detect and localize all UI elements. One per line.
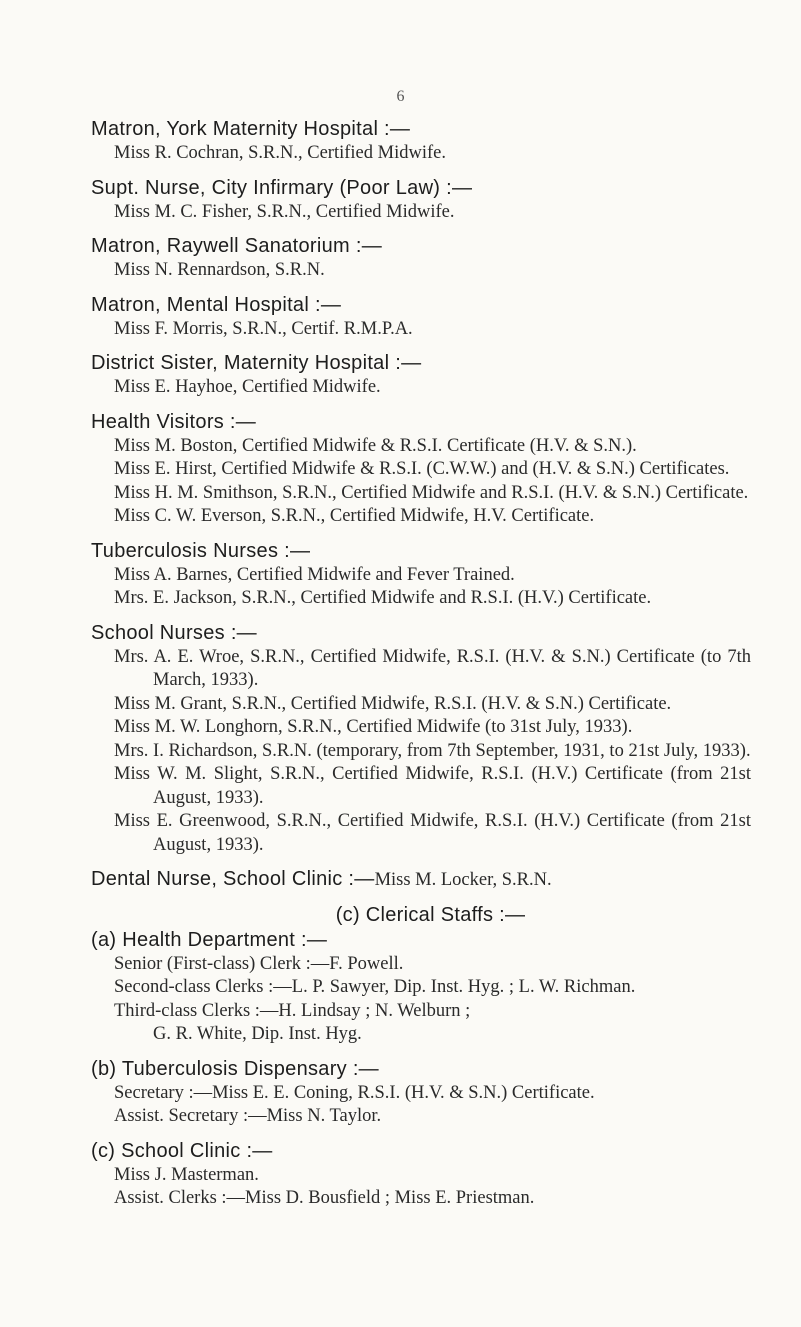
staff-entry: Miss E. Hayhoe, Certified Midwife. [114,377,381,397]
section-heading: District Sister, Maternity Hospital :— [91,352,422,374]
section-york-maternity [0,117,801,166]
group-heading: (c) School Clinic :— [91,1139,273,1162]
section-health-visitors [0,410,801,529]
group-heading: (b) Tuberculosis Dispensary :— [91,1057,379,1080]
staff-entry: Miss C. W. Everson, S.R.N., Certified Midwife, H.V. Certificate. [114,506,595,526]
section-heading: School Nurses :— [91,621,257,644]
staff-entry: Miss F. Morris, S.R.N., Certif. R.M.P.A. [114,318,413,339]
staff-entry: Miss M. Locker, S.R.N. [374,870,552,890]
clerk-entry: Third-class Clerks :—H. Lindsay ; N. Welburn ; [114,1000,471,1021]
clerical-school-clinic [0,1139,801,1211]
staff-list [0,117,801,1221]
section-heading: Health Visitors :— [91,410,257,433]
clerk-entry: Second-class Clerks :—L. P. Sawyer, Dip. Inst. Hyg. ; L. W. Richman. [114,977,636,997]
staff-entry: Miss H. M. Smithson, S.R.N., Certified Midwife and R.S.I. (H.V. & S.N.) Certificate. [114,482,749,503]
section-dental-nurse [0,867,801,893]
staff-entry: Miss M. Grant, S.R.N., Certified Midwife, R.S.I. (H.V. & S.N.) Certificate. [114,693,672,714]
section-school-nurses [0,621,801,858]
section-raywell-sanatorium [0,234,801,283]
staff-entry: Miss A. Barnes, Certified Midwife and Fever Trained. [114,564,515,585]
section-tuberculosis-nurses [0,539,801,611]
staff-entry: Miss E. Hirst, Certified Midwife & R.S.I. (C.W.W.) and (H.V. & S.N.) Certificates. [114,459,730,479]
section-district-sister [0,351,801,400]
staff-entry: Miss M. W. Longhorn, S.R.N., Certified Midwife (to 31st July, 1933). [114,717,633,737]
clerk-entry: Secretary :—Miss E. E. Coning, R.S.I. (H.V. & S.N.) Certificate. [114,1082,595,1103]
staff-entry: Mrs. A. E. Wroe, S.R.N., Certified Midwife, R.S.I. (H.V. & S.N.) Certificate (to 7th March, 1933). [114,646,751,690]
staff-entry: Miss N. Rennardson, S.R.N. [114,260,325,280]
section-heading: Tuberculosis Nurses :— [91,539,311,562]
staff-entry: Miss W. M. Slight, S.R.N., Certified Midwife, R.S.I. (H.V.) Certificate (from 21st August, 1933). [114,764,751,808]
staff-entry: Miss M. Boston, Certified Midwife & R.S.I. Certificate (H.V. & S.N.). [114,435,637,456]
staff-entry: Miss R. Cochran, S.R.N., Certified Midwife. [114,143,446,163]
clerk-entry: Assist. Secretary :—Miss N. Taylor. [114,1106,382,1126]
section-heading: Matron, Mental Hospital :— [91,293,342,316]
section-city-infirmary [0,176,801,225]
clerk-entry: Senior (First-class) Clerk :—F. Powell. [114,953,404,974]
staff-entry: Mrs. I. Richardson, S.R.N. (temporary, from 7th September, 1931, to 21st July, 1933). [114,740,751,761]
clerk-entry: Miss J. Masterman. [114,1164,259,1185]
section-heading: Dental Nurse, School Clinic :— [91,868,375,890]
clerk-entry: Assist. Clerks :—Miss D. Bousfield ; Miss E. Priestman. [114,1188,535,1208]
clerical-health-department [0,928,801,1047]
staff-entry: Miss E. Greenwood, S.R.N., Certified Midwife, R.S.I. (H.V.) Certificate (from 21st August, 1933). [114,811,751,855]
group-heading: (a) Health Department :— [91,928,328,951]
staff-entry: Mrs. E. Jackson, S.R.N., Certified Midwife and R.S.I. (H.V.) Certificate. [114,588,652,608]
staff-entry: Miss M. C. Fisher, S.R.N., Certified Midwife. [114,201,455,222]
clerical-tuberculosis-dispensary [0,1057,801,1129]
section-mental-hospital [0,293,801,342]
page-number: 6 [396,88,405,105]
section-heading: Supt. Nurse, City Infirmary (Poor Law) :— [91,176,473,199]
section-heading: Matron, York Maternity Hospital :— [91,118,411,140]
section-heading: Matron, Raywell Sanatorium :— [91,235,383,257]
clerical-staffs-heading: (c) Clerical Staffs :— [335,903,526,926]
clerk-entry: G. R. White, Dip. Inst. Hyg. [153,1024,362,1044]
